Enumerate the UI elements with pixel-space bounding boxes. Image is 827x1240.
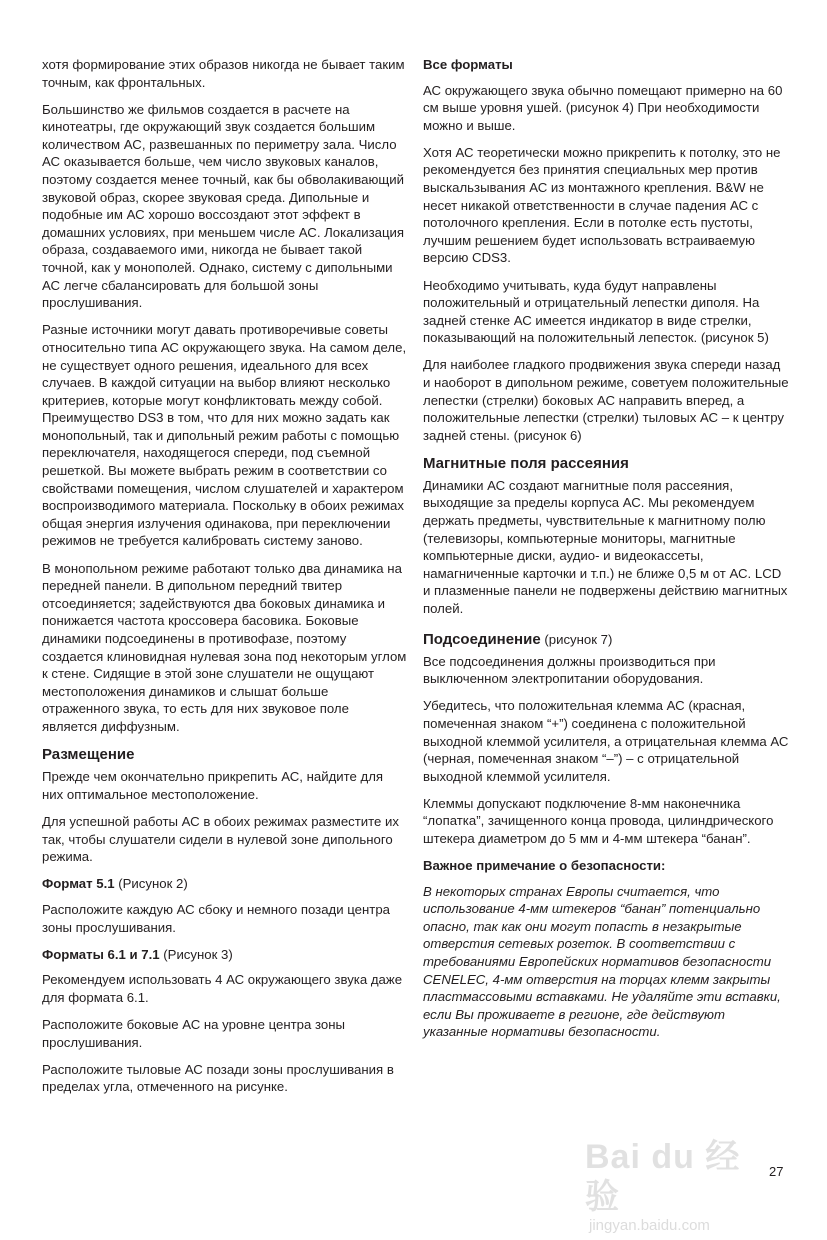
figure-reference: (рисунок 7) [540, 631, 613, 647]
paragraph-italic: В некоторых странах Европы считается, что использование 4-мм штекеров “банан” потенциально опасно, так как они могут попасть в незакрытые отверстия сетевых розеток. В соответствии с требованиями Европейских нормативов безопасности CENELEC, 4-мм отверстия на торцах клемм закрыты пластмассовыми вставками. Не удаляйте эти вставки, если Вы проживаете в регионе, где действуют указанные нормативы безопасности. [423, 883, 781, 1040]
paragraph: Хотя АС теоретически можно прикрепить к потолку, это не рекомендуется без принятия специальных мер против выскальзывания АС из монтажного крепления. B&W не несет никакой ответственности в случае падения АС с потолочного крепления. Если в потолке есть пустоты, лучшим решением будет использовать встраиваемую версию CDS3. [423, 144, 781, 266]
watermark-url: jingyan.baidu.com [589, 1217, 710, 1234]
heading-text: Формат 5.1 [42, 876, 115, 892]
paragraph: Прежде чем окончательно прикрепить АС, найдите для них оптимальное местоположение. [42, 769, 384, 803]
paragraph: Необходимо учитывать, куда будут направлены положительный и отрицательный лепестки диполя. На задней стенке АС имеется индикатор в виде стрелки, показывающий на положительный лепесток. (рисунок 5) [423, 277, 769, 346]
right-column [423, 56, 789, 1051]
paragraph: Для наиболее гладкого продвижения звука спереди назад и наоборот в дипольном режиме, советуем положительные лепестки (стрелки) боковых АС направить вперед, а положительные лепестки (стрелки) тыловых АС – к центру задней стены. (рисунок 6) [423, 357, 789, 443]
watermark-logo-text: Bai du 经验 [585, 1138, 741, 1216]
paragraph: Расположите каждую АС сбоку и немного позади центра зоны прослушивания. [42, 902, 390, 935]
paragraph: АС окружающего звука обычно помещают примерно на 60 см выше уровня ушей. (рисунок 4) При необходимости можно и выше. [423, 82, 783, 133]
paragraph: Расположите боковые АС на уровне центра зоны прослушивания. [42, 1017, 345, 1050]
figure-reference: (Рисунок 2) [114, 876, 188, 892]
figure-reference: (Рисунок 3) [159, 946, 233, 962]
heading-placement: Размещение [42, 746, 135, 764]
paragraph: Рекомендуем использовать 4 АС окружающего звука даже для формата 6.1. [42, 972, 403, 1005]
heading-magnetic-fields: Магнитные поля рассеяния [423, 454, 629, 472]
heading-format-6-1-7-1 [42, 946, 407, 964]
heading-safety-note: Важное примечание о безопасности: [423, 858, 666, 874]
heading-format-5-1 [42, 875, 407, 893]
paragraph: Динамики АС создают магнитные поля рассеяния, выходящие за пределы корпуса АС. Мы рекомендуем держать предметы, чувствительные к магнитному полю (телевизоры, компьютерные мониторы, магнитные компьютерные диски, аудио- и видеокассеты, намагниченные карточки и т.п.) не ближе 0,5 м от АС. LCD и плазменные панели не подвержены действию магнитных полей. [423, 477, 788, 617]
page-number: 27 [769, 1164, 784, 1179]
heading-text: Форматы 6.1 и 7.1 [42, 946, 160, 962]
left-column [42, 56, 407, 1105]
paragraph: Для успешной работы АС в обоих режимах разместите их так, чтобы слушатели сидели в нулевой зоне дипольного режима. [42, 814, 400, 865]
paragraph: хотя формирование этих образов никогда не бывает таким точным, как фронтальных. [42, 57, 405, 90]
paragraph: Клеммы допускают подключение 8-мм наконечника “лопатка”, зачищенного конца провода, цилиндрического штекера диаметром до 5 мм и 4-мм штекера “банан”. [423, 795, 774, 846]
paragraph: Большинство же фильмов создается в расчете на кинотеатры, где окружающий звук создается большим количеством АС, развешанных по периметру зала. Число АС оказывается больше, чем число звуковых каналов, поэтому создается менее точный, как бы обволакивающий звуковой образ, скорее звуковая среда. Дипольные и подобные им АС хорошо воссоздают этот эффект в домашних условиях, при меньшем числе АС. Локализация образа, создаваемого ими, никогда не бывает такой точной, как у монополей. Однако, систему с дипольными АС легче сбалансировать для большой зоны прослушивания. [42, 101, 405, 311]
paragraph: Расположите тыловые АС позади зоны прослушивания в пределах угла, отмеченного на рисунке. [42, 1061, 394, 1095]
paragraph: Все подсоединения должны производиться при выключенном электропитании оборудования. [423, 653, 716, 687]
heading-text: Подсоединение [423, 630, 541, 648]
paragraph: Убедитесь, что положительная клемма АС (красная, помеченная знаком “+”) соединена с положительной выходной клеммой усилителя, а отрицательная клемма АС (черная, помеченная знаком “–”) – с отрицательной выходной клеммой усилителя. [423, 698, 789, 784]
paragraph: Разные источники могут давать противоречивые советы относительно типа АС окружающего звука. На самом деле, не существует одного решения, идеального для всех случаев. В каждой ситуации на выбор влияют несколько критериев, которые могут конфликтовать между собой. Преимущество DS3 в том, что для них можно задать как монопольный, так и дипольный режим работы с помощью переключателя, находящегося спереди, под съемной решеткой. Вы можете выбрать режим в соответствии со свойствами помещения, числом слушателей и характером воспроизводимого материала. Поскольку в обоих режимах общая энергия излучения одинакова, при переключении режимов не требуется калибровать систему заново. [42, 322, 407, 549]
paragraph: В монопольном режиме работают только два динамика на передней панели. В дипольном передний твитер отсоединяется; задействуются два боковых динамика и понижается частота кроссовера басовика. Боковые динамики подсоединены в противофазе, поэтому создается клиновидная нулевая зона под некоторым углом к стене. Сидящие в этой зоне слушатели не ощущают местоположения динамиков и слышат больше отраженного звука, то есть для них звуковое поле является диффузным. [42, 560, 407, 734]
heading-connection [423, 630, 789, 650]
heading-all-formats: Все форматы [423, 57, 513, 72]
baidu-watermark [585, 1137, 775, 1234]
